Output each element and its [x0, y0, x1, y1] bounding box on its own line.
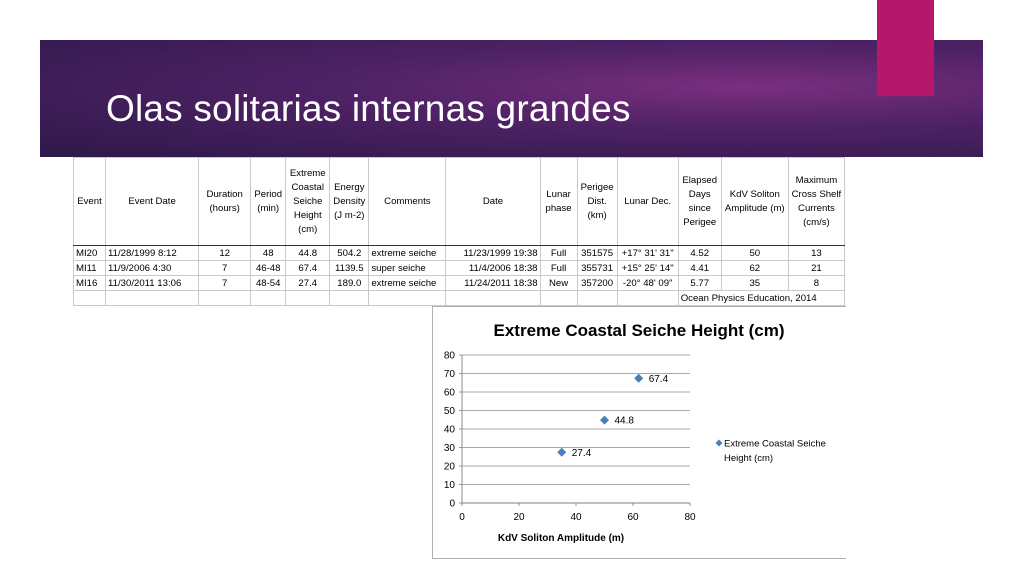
table-cell: 46-48 [251, 261, 286, 276]
table-row [74, 246, 845, 261]
table-header-cell: Duration (hours) [199, 158, 251, 246]
data-point [600, 416, 609, 425]
table-cell [74, 291, 106, 306]
table-cell: 351575 [577, 246, 617, 261]
y-tick-label: 30 [443, 443, 455, 454]
table-cell: super seiche [369, 261, 446, 276]
table-cell: 35 [721, 276, 788, 291]
chart-title: Extreme Coastal Seiche Height (cm) [493, 321, 785, 340]
table-cell: -20° 48' 09" [617, 276, 678, 291]
accent-tab [877, 0, 934, 96]
table-cell: 4.41 [678, 261, 721, 276]
table-cell: Full [540, 246, 577, 261]
table-cell [286, 291, 330, 306]
data-point [557, 448, 566, 457]
table-cell: 11/24/2011 18:38 [446, 276, 540, 291]
table-cell: 7 [199, 261, 251, 276]
table-cell: 67.4 [286, 261, 330, 276]
table-cell: 44.8 [286, 246, 330, 261]
y-tick-label: 50 [443, 406, 455, 417]
scatter-chart [432, 306, 846, 559]
table-cell: 27.4 [286, 276, 330, 291]
table-row [74, 261, 845, 276]
table-cell [540, 291, 577, 306]
x-tick-label: 80 [684, 512, 696, 523]
table-cell: 1139.5 [330, 261, 369, 276]
table-cell: 4.52 [678, 246, 721, 261]
x-tick-label: 20 [513, 512, 525, 523]
y-tick-label: 40 [443, 424, 455, 436]
y-tick-label: 70 [443, 369, 455, 380]
table-cell: MI11 [74, 261, 106, 276]
table-source-note: Ocean Physics Education, 2014 [678, 291, 844, 306]
table-cell: 12 [199, 246, 251, 261]
table-cell [106, 291, 199, 306]
y-tick-label: 80 [443, 350, 455, 362]
chart-canvas [433, 307, 846, 558]
y-tick-label: 10 [443, 480, 455, 491]
x-tick-label: 40 [570, 512, 582, 523]
table-cell: 11/23/1999 19:38 [446, 246, 540, 261]
table-cell: 7 [199, 276, 251, 291]
table-cell: New [540, 276, 577, 291]
y-tick-label: 0 [449, 498, 455, 510]
table-header-cell: Lunar Dec. [617, 158, 678, 246]
table-cell: 11/9/2006 4:30 [106, 261, 199, 276]
events-table [73, 157, 845, 306]
table-cell [617, 291, 678, 306]
table-cell: 11/4/2006 18:38 [446, 261, 540, 276]
table-cell: 62 [721, 261, 788, 276]
table-cell: 357200 [577, 276, 617, 291]
table-cell [199, 291, 251, 306]
table-header-cell: Elapsed Days since Perigee [678, 158, 721, 246]
table-header-cell: Event [74, 158, 106, 246]
table-header-cell: Maximum Cross Shelf Currents (cm/s) [788, 158, 844, 246]
table-header-cell: Date [446, 158, 540, 246]
table-header-cell: Energy Density (J m-2) [330, 158, 369, 246]
table-cell: MI20 [74, 246, 106, 261]
table-cell: Full [540, 261, 577, 276]
table-cell [369, 291, 446, 306]
table-header-cell: Comments [369, 158, 446, 246]
table-cell: +15° 25' 14" [617, 261, 678, 276]
table-cell: 8 [788, 276, 844, 291]
table-cell: 50 [721, 246, 788, 261]
table-cell: MI16 [74, 276, 106, 291]
table-cell: 11/30/2011 13:06 [106, 276, 199, 291]
x-tick-label: 60 [627, 512, 639, 523]
table-cell: +17° 31' 31" [617, 246, 678, 261]
y-tick-label: 20 [443, 461, 455, 473]
table-cell [251, 291, 286, 306]
table-body [74, 246, 845, 306]
table-header-cell: Lunar phase [540, 158, 577, 246]
table-cell: 189.0 [330, 276, 369, 291]
table-cell: 48 [251, 246, 286, 261]
data-label: 67.4 [648, 373, 669, 385]
table-cell: 5.77 [678, 276, 721, 291]
table-source-row [74, 291, 845, 306]
table-cell: 48-54 [251, 276, 286, 291]
data-label: 27.4 [571, 447, 592, 459]
table-header-cell: Period (min) [251, 158, 286, 246]
table-row [74, 276, 845, 291]
legend-label: Height (cm) [724, 453, 774, 464]
table-header-cell: Event Date [106, 158, 199, 246]
table-header-cell: KdV Soliton Amplitude (m) [721, 158, 788, 246]
table-header-cell: Extreme Coastal Seiche Height (cm) [286, 158, 330, 246]
data-point [634, 374, 643, 383]
y-tick-label: 60 [443, 387, 455, 399]
table-cell: 11/28/1999 8:12 [106, 246, 199, 261]
slide-title: Olas solitarias internas grandes [106, 88, 631, 129]
x-tick-label: 0 [459, 512, 465, 523]
table-cell: extreme seiche [369, 276, 446, 291]
table-cell: 13 [788, 246, 844, 261]
legend-marker [716, 440, 723, 447]
table-header-cell: Perigee Dist. (km) [577, 158, 617, 246]
table-cell: extreme seiche [369, 246, 446, 261]
table-cell: 504.2 [330, 246, 369, 261]
table-header-row [74, 158, 845, 246]
data-label: 44.8 [614, 415, 634, 427]
legend-label: Extreme Coastal Seiche [724, 438, 826, 450]
table-cell [577, 291, 617, 306]
table-cell [446, 291, 540, 306]
table-cell [330, 291, 369, 306]
x-axis-label: KdV Soliton Amplitude (m) [497, 533, 625, 544]
table-cell: 21 [788, 261, 844, 276]
table-cell: 355731 [577, 261, 617, 276]
